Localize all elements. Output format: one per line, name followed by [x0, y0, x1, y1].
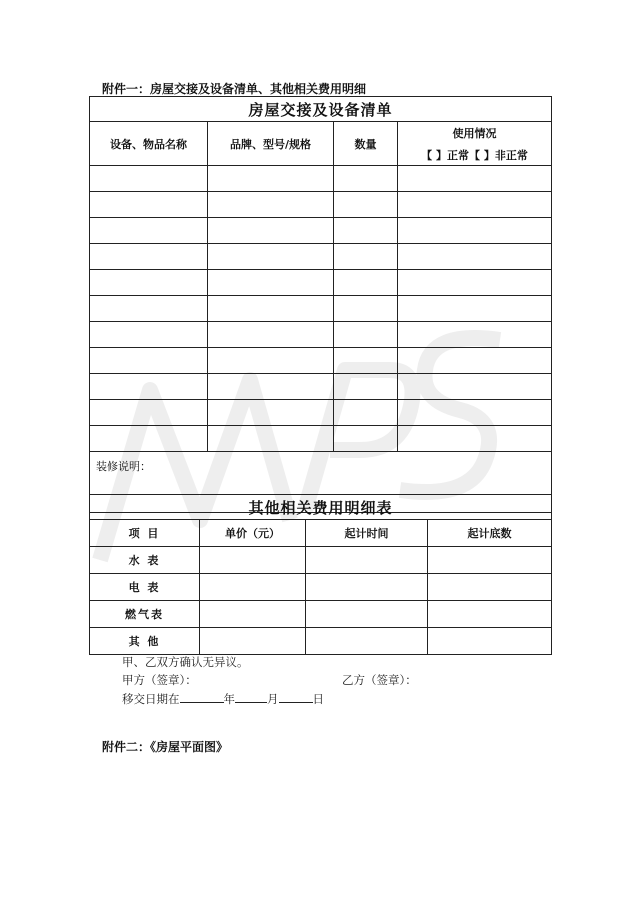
cell[interactable]	[90, 192, 208, 218]
table-row	[90, 426, 552, 452]
cell[interactable]	[334, 322, 398, 348]
cell[interactable]	[334, 374, 398, 400]
header-usage	[398, 122, 552, 166]
handover-date	[122, 691, 324, 707]
party-b-signature: 乙方（签章）：	[342, 673, 417, 687]
equipment-table	[89, 96, 552, 513]
cell[interactable]	[208, 374, 334, 400]
fees-table	[89, 494, 552, 655]
cell[interactable]	[428, 628, 552, 655]
cell[interactable]	[90, 426, 208, 452]
fees-table-title: 其他相关费用明细表	[90, 495, 552, 520]
handover-date-day: 日	[312, 692, 324, 706]
table-row	[90, 166, 552, 192]
table-row	[90, 374, 552, 400]
header-brand-model: 品牌、型号/规格	[208, 122, 334, 166]
header-usage-options: 【 】正常【 】非正常	[421, 148, 528, 162]
table-row	[90, 628, 552, 655]
cell[interactable]	[90, 218, 208, 244]
header-unit-price: 单价（元）	[200, 520, 306, 547]
cell[interactable]	[200, 574, 306, 601]
table-row	[90, 244, 552, 270]
party-a-signature: 甲方（签章）：	[122, 673, 197, 687]
cell[interactable]	[334, 296, 398, 322]
cell[interactable]	[208, 244, 334, 270]
cell[interactable]	[208, 296, 334, 322]
cell[interactable]	[398, 166, 552, 192]
cell[interactable]	[208, 270, 334, 296]
cell[interactable]	[428, 601, 552, 628]
cell[interactable]	[334, 426, 398, 452]
cell[interactable]	[398, 296, 552, 322]
cell[interactable]	[90, 374, 208, 400]
cell[interactable]	[334, 400, 398, 426]
table-row	[90, 270, 552, 296]
header-quantity: 数量	[334, 122, 398, 166]
handover-date-prefix: 移交日期在	[122, 692, 180, 706]
cell[interactable]	[90, 296, 208, 322]
equipment-table-title: 房屋交接及设备清单	[90, 97, 552, 122]
cell[interactable]	[334, 270, 398, 296]
header-item-name: 设备、物品名称	[90, 122, 208, 166]
row-label-gas: 燃气表	[90, 601, 200, 628]
cell[interactable]	[208, 192, 334, 218]
header-usage-label: 使用情况	[452, 126, 497, 140]
row-label-other: 其 他	[90, 628, 200, 655]
cell[interactable]	[398, 218, 552, 244]
cell[interactable]	[334, 244, 398, 270]
handover-date-month: 月	[267, 692, 279, 706]
cell[interactable]	[306, 547, 428, 574]
cell[interactable]	[208, 322, 334, 348]
cell[interactable]	[90, 348, 208, 374]
table-row	[90, 547, 552, 574]
month-blank[interactable]	[235, 691, 267, 703]
cell[interactable]	[398, 244, 552, 270]
cell[interactable]	[208, 218, 334, 244]
cell[interactable]	[200, 601, 306, 628]
cell[interactable]	[208, 400, 334, 426]
attachment2-title: 附件二：《房屋平面图》	[102, 740, 229, 754]
cell[interactable]	[428, 574, 552, 601]
confirmation-text: 甲、乙双方确认无异议。	[122, 655, 249, 669]
cell[interactable]	[398, 322, 552, 348]
cell[interactable]	[398, 270, 552, 296]
cell[interactable]	[306, 601, 428, 628]
cell[interactable]	[306, 574, 428, 601]
cell[interactable]	[398, 426, 552, 452]
table-row	[90, 400, 552, 426]
cell[interactable]	[90, 322, 208, 348]
cell[interactable]	[398, 348, 552, 374]
cell[interactable]	[334, 218, 398, 244]
cell[interactable]	[428, 547, 552, 574]
handover-date-year: 年	[223, 692, 235, 706]
cell[interactable]	[306, 628, 428, 655]
cell[interactable]	[208, 426, 334, 452]
cell[interactable]	[334, 348, 398, 374]
cell[interactable]	[398, 192, 552, 218]
cell[interactable]	[208, 166, 334, 192]
cell[interactable]	[90, 166, 208, 192]
table-row	[90, 296, 552, 322]
cell[interactable]	[90, 400, 208, 426]
day-blank[interactable]	[279, 691, 313, 703]
table-row	[90, 574, 552, 601]
header-start-reading: 起计底数	[428, 520, 552, 547]
cell[interactable]	[398, 374, 552, 400]
cell[interactable]	[208, 348, 334, 374]
row-label-water: 水 表	[90, 547, 200, 574]
header-item: 项 目	[90, 520, 200, 547]
table-row	[90, 322, 552, 348]
cell[interactable]	[90, 270, 208, 296]
cell[interactable]	[334, 166, 398, 192]
table-row	[90, 218, 552, 244]
cell[interactable]	[200, 547, 306, 574]
table-row	[90, 348, 552, 374]
cell[interactable]	[90, 244, 208, 270]
cell[interactable]	[200, 628, 306, 655]
table-row	[90, 192, 552, 218]
attachment1-title: 附件一：房屋交接及设备清单、其他相关费用明细	[102, 82, 367, 96]
cell[interactable]	[398, 400, 552, 426]
decoration-note[interactable]: 装修说明：	[90, 452, 552, 513]
header-start-time: 起计时间	[306, 520, 428, 547]
row-label-electric: 电 表	[90, 574, 200, 601]
year-blank[interactable]	[180, 691, 224, 703]
cell[interactable]	[334, 192, 398, 218]
table-row	[90, 601, 552, 628]
